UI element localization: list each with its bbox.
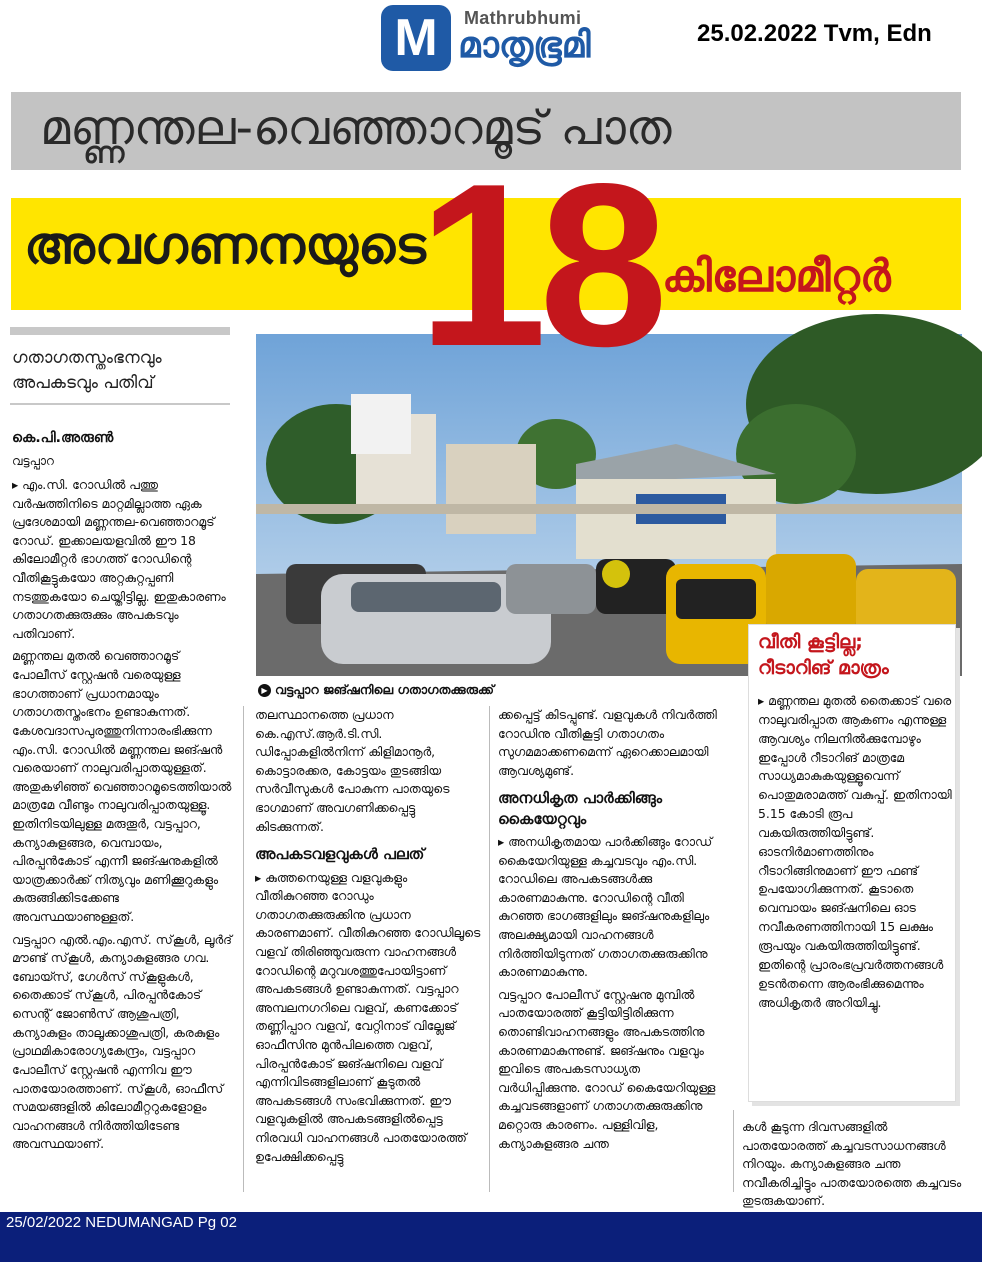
article-subhead: ഗതാഗതസ്തംഭനവും അപകടവും പതിവ്	[12, 348, 162, 393]
paragraph: ക്കപ്പെട്ട് കിടപ്പുണ്ട്. വളവുകൾ നിവർത്തി റോഡിനു വീതികൂട്ടി ഗതാഗതം സുഗമമാക്കണമെന്ന് ഏറെക്കാലമായി ആവശ്യമുണ്ട്.	[498, 707, 717, 778]
play-icon: ▶	[258, 684, 271, 697]
paragraph: തലസ്ഥാനത്തെ പ്രധാന കെ.എസ്.ആർ.ടി.സി. ഡിപ്പോകളിൽനിന്ന് കിളിമാനൂർ, കൊട്ടാരക്കര, കോട്ടയം തുടങ്ങിയ സർവീസുകൾ പോകുന്ന പാതയുടെ ഭാഗമാണ് അവഗണിക്കപ്പെട്ടു കിടക്കുന്നത്.	[255, 707, 450, 834]
brand-name-malayalam: മാതൃഭൂമി	[458, 25, 591, 66]
photo-caption	[258, 682, 494, 698]
section-heading: അനധികൃത പാർക്കിങ്ങും കൈയേറ്റവും	[498, 789, 662, 828]
headline-right: കിലോമീറ്റർ	[662, 251, 891, 302]
subhead-divider	[10, 403, 230, 405]
headline-number: 18	[418, 136, 661, 395]
article-column-2	[255, 706, 482, 1192]
column-divider	[243, 706, 244, 1192]
subhead-rule	[10, 327, 230, 335]
article-column-4	[742, 1118, 962, 1209]
dateline-place: വട്ടപ്പാറ	[12, 454, 54, 468]
paragraph: ▸ അനധികൃതമായ പാർക്കിങ്ങും റോഡ് കൈയേറിയുള്ള കച്ചവടവും എം.സി. റോഡിലെ അപകടങ്ങൾക്കു കാരണമാകുന്നു. റോഡിന്റെ വീതി കുറഞ്ഞ ഭാഗങ്ങളിലും ജങ്ഷനുകളിലും അലക്ഷ്യമായി വാഹനങ്ങൾ നിർത്തിയിടുന്നത് ഗതാഗതക്കുരുക്കിനു കാരണമാകുന്നു.	[498, 833, 713, 980]
paragraph: കൾ കൂടുന്ന ദിവസങ്ങളിൽ പാതയോരത്ത് കച്ചവടസാധനങ്ങൾ നിറയും. കന്യാകുളങ്ങര ചന്ത നവീകരിച്ചിട്ടും പാതയോരത്തെ കച്ചവടം തുടരുകയാണ്.	[742, 1119, 962, 1209]
paragraph: മണ്ണന്തല മുതൽ വെഞ്ഞാറമൂട് പോലീസ് സ്റ്റേഷൻ വരെയുള്ള ഭാഗത്താണ് പ്രധാനമായും ഗതാഗതസ്തംഭനം ഉണ്ടാകുന്നത്. കേശവദാസപുരത്തുനിന്നാരംഭിക്കുന്ന എം.സി. റോഡിൽ മണ്ണന്തല ജങ്ഷൻ വരെയാണ് നാലുവരിപ്പാതയുള്ളത്. അതുകഴിഞ്ഞ് വെഞ്ഞാറമൂടെത്തിയാൽ മാത്രമേ വീണ്ടും നാലുവരിപ്പാതയുള്ളൂ. ഇതിനിടയിലുള്ള മരുതൂർ, വട്ടപ്പാറ, കന്യാകുളങ്ങര, വെമ്പായം, പിരപ്പൻകോട് എന്നീ ജങ്ഷനുകളിൽ യാത്രക്കാർക്ക് നിത്യവും മണിക്കൂറുകളും കുരുങ്ങിക്കിടക്കേണ്ട അവസ്ഥയാണുള്ളത്.	[12, 648, 232, 925]
headline-kicker: മണ്ണന്തല-വെഞ്ഞാറമൂട് പാത	[40, 100, 672, 156]
paragraph: വട്ടപ്പാറ പോലീസ് സ്റ്റേഷനു മുമ്പിൽ പാതയോരത്ത് കൂട്ടിയിട്ടിരിക്കുന്ന തൊണ്ടിവാഹനങ്ങളും അപകടത്തിനു കാരണമാകുന്നുണ്ട്. ജങ്ഷനും വളവും ഇവിടെ അപകടസാധ്യത വർധിപ്പിക്കുന്നു. റോഡ് കൈയേറിയുള്ള കച്ചവടങ്ങളാണ് ഗതാഗതക്കുരുക്കിനു മറ്റൊരു കാരണം. പള്ളിവിള, കന്യാകുളങ്ങര ചന്ത	[498, 986, 716, 1151]
headline-left: അവഗണനയുടെ	[24, 216, 426, 276]
brand-name-english: Mathrubhumi	[464, 8, 582, 28]
paragraph: വട്ടപ്പാറ എൽ.എം.എസ്. സ്‌കൂൾ, ലൂർദ് മൗണ്ട് സ്‌കൂൾ, കന്യാകുളങ്ങര ഗവ. ബോയ്സ്, ഗേൾസ് സ്‌കൂളുകൾ, തൈക്കാട് സ്‌കൂൾ, പിരപ്പൻകോട് സെന്റ് ജോൺസ് ആശുപത്രി, കന്യാകുളം താലൂക്കാശുപത്രി, കരകുളം പ്രാഥമികാരോഗ്യകേന്ദ്രം, വട്ടപ്പാറ പോലീസ് സ്റ്റേഷൻ എന്നിവ ഈ പാതയോരത്താണ്. സ്‌കൂൾ, ഓഫീസ് സമയങ്ങളിൽ കിലോമീറ്ററുകളോളം വാഹനങ്ങൾ നിർത്തിയിടേണ്ട അവസ്ഥയാണ്.	[12, 931, 232, 1152]
edition-date: 25.02.2022 Tvm, Edn	[697, 20, 932, 47]
sidebar-box-body: ▸ മണ്ണന്തല മുതൽ തൈക്കാട് വരെ നാലുവരിപ്പാത ആകണം എന്നുള്ള ആവശ്യം നിലനിൽക്കുമ്പോഴും ഇപ്പോൾ റീടാറിങ് മാത്രമേ സാധ്യമാകുകയുള്ളൂവെന്ന് പൊതുമരാമത്ത് വകുപ്പ്. ഇതിനായി 5.15 കോടി രൂപ വകയിരുത്തിയിട്ടുണ്ട്. ഓടനിർമാണത്തിനും റീടാറിങ്ങിനുമാണ് ഈ ഫണ്ട് ഉപയോഗിക്കുന്നത്. കൂടാതെ വെമ്പായം ജങ്ഷനിലെ ഓട നവീകരണത്തിനായി 15 ലക്ഷം രൂപയും വകയിരുത്തിയിട്ടുണ്ട്. ഇതിന്റെ പ്രാരംഭപ്രവർത്തനങ്ങൾ ഉടൻതന്നെ ആരംഭിക്കുമെന്നും അധികൃതർ അറിയിച്ചു.	[758, 693, 952, 1010]
logo-letter: M	[394, 9, 438, 67]
footer-page-info: 25/02/2022 NEDUMANGAD Pg 02	[6, 1214, 237, 1231]
paragraph: ▸ എം.സി. റോഡിൽ പത്തു വർഷത്തിനിടെ മാറ്റമില്ലാത്ത ഏക പ്രദേശമായി മണ്ണന്തല-വെഞ്ഞാറമൂട് റോഡ്. ഇക്കാലയളവിൽ ഈ 18 കിലോമീറ്റർ ഭാഗത്ത് റോഡിന്റെ വീതികൂട്ടുകയോ അറ്റകുറ്റപ്പണി നടത്തുകയോ ചെയ്തിട്ടില്ല. ഇതുകാരണം ഗതാഗതക്കുരുക്കും അപകടവും പതിവാണ്.	[12, 477, 226, 641]
article-column-1	[12, 476, 232, 1182]
section-heading: അപകടവളവുകൾ പലത്	[255, 845, 425, 864]
column-divider	[489, 706, 490, 1192]
byline: കെ.പി.അരുൺ	[12, 430, 114, 446]
article-column-3	[498, 706, 724, 1192]
brand-logo	[381, 5, 451, 71]
caption-text: വട്ടപ്പാറ ജങ്ഷനിലെ ഗതാഗതക്കുരുക്ക്	[275, 682, 494, 697]
column-divider	[733, 1110, 734, 1192]
sidebar-box-heading	[758, 630, 889, 681]
box-heading-line: വീതി കൂട്ടില്ല;	[758, 631, 863, 653]
box-heading-line: റീടാറിങ് മാത്രം	[758, 656, 889, 679]
paragraph: ▸ കുത്തനെയുള്ള വളവുകളും വീതികുറഞ്ഞ റോഡും ഗതാഗതക്കുരുക്കിനു പ്രധാന കാരണമാണ്. വീതികുറഞ്ഞ റോഡിലൂടെ വളവ് തിരിഞ്ഞുവരുന്ന വാഹനങ്ങൾ റോഡിന്റെ മറുവശത്തുപോയിട്ടാണ് അപകടങ്ങൾ ഉണ്ടാകുന്നത്. വട്ടപ്പാറ അമ്പലനഗറിലെ വളവ്, കണക്കോട് തണ്ണിപ്പാറ വളവ്, വേറ്റിനാട് വില്ലേജ് ഓഫീസിനു മുൻപിലത്തെ വളവ്, പിരപ്പൻകോട് ജങ്ഷനിലെ വളവ് എന്നിവിടങ്ങളിലാണ് കൂടുതൽ അപകടങ്ങൾ സംഭവിക്കുന്നത്. ഈ വളവുകളിൽ അപകടങ്ങളിൽപ്പെട്ട നിരവധി വാഹനങ്ങൾ പാതയോരത്ത് ഉപേക്ഷിക്കപ്പെട്ടു	[255, 869, 481, 1164]
